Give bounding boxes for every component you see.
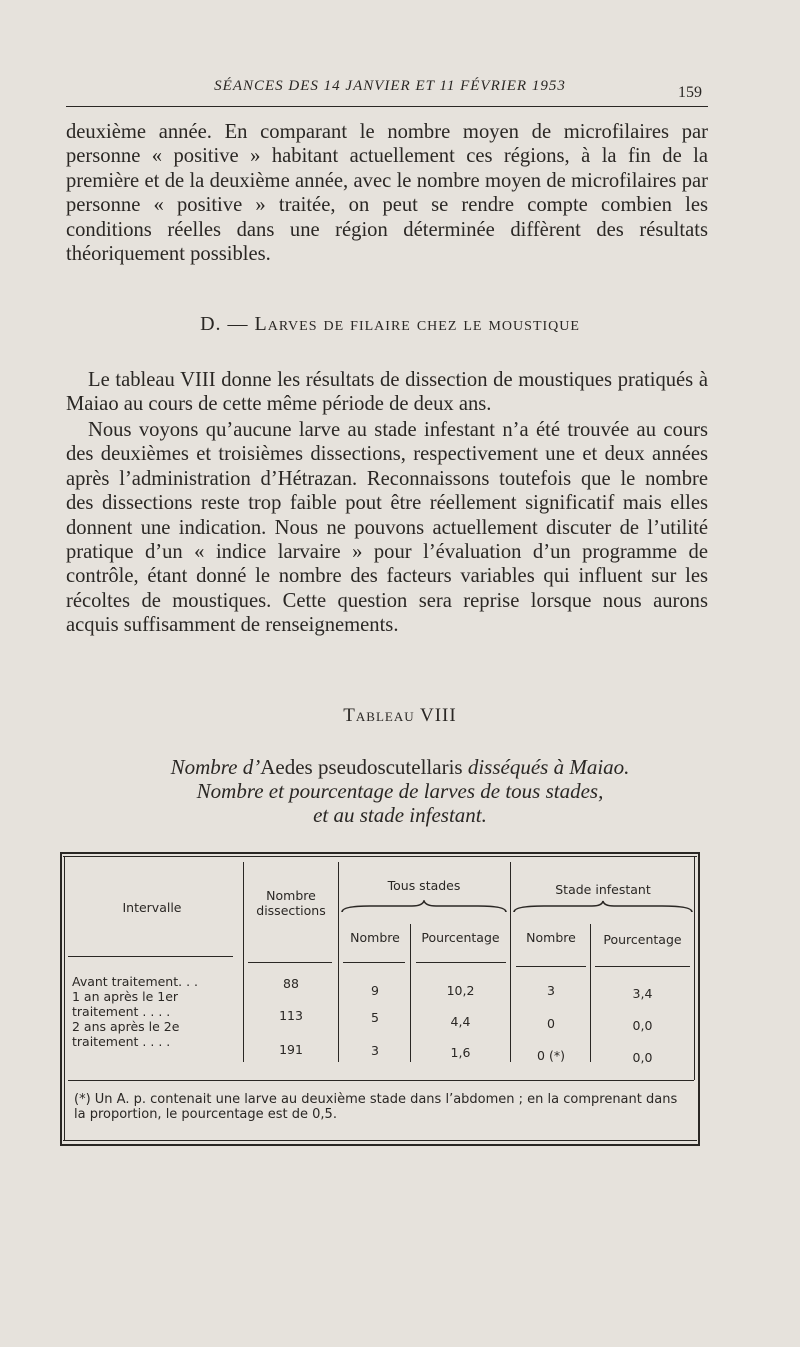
row-1-dissections: 88 <box>283 976 299 991</box>
header-all-stages: Tous stades <box>387 878 461 893</box>
caption-line-2: Nombre et pourcentage de larves de tous stades, <box>196 779 604 803</box>
caption-line-1 <box>60 755 740 779</box>
row-3-number-infective: 0 (*) <box>537 1048 565 1063</box>
header-underline-3 <box>343 962 405 963</box>
table-bottom-rule-inner <box>63 1140 697 1141</box>
paragraph-intro: deuxième année. En comparant le nombre moyen de microfilaires par personne « positive » habitant actuellement ces régions, à la fin de la première et de la deuxième année, avec le nombre moyen de microfilaires par personne « positive » traitée, on peut se rendre compte combien les conditions réelles dans une région déterminée diffèrent des résultats théoriquement possibles. <box>66 121 708 266</box>
col-sep-3 <box>510 862 511 1062</box>
section-heading <box>60 313 720 336</box>
table-top-rule <box>60 852 700 854</box>
header-interval: Intervalle <box>122 900 182 915</box>
row-2-dissections: 113 <box>279 1008 303 1023</box>
col-sep-2 <box>338 862 339 1062</box>
header-number-all: Nombre <box>350 930 400 945</box>
paragraph-table-intro: Le tableau VIII donne les résultats de dissection de moustiques pratiqués à Maiao au cours de cette même période de deux ans. <box>66 369 708 416</box>
section-letter: D. — <box>200 313 249 335</box>
table-left-rule-inner <box>64 856 65 1141</box>
row-2-percentage-all: 4,4 <box>450 1014 471 1029</box>
caption-part-a: Nombre d’ <box>170 755 261 779</box>
row-2-interval: 1 an après le 1er traitement . . . . <box>72 989 179 1019</box>
brace-all-stages <box>340 900 508 916</box>
row-1-number-infective: 3 <box>547 983 555 998</box>
table-left-rule <box>60 852 62 1146</box>
header-underline-6 <box>595 966 690 967</box>
header-percentage-infective: Pourcentage <box>603 932 682 947</box>
row-3-percentage-infective: 0,0 <box>632 1050 653 1065</box>
header-number-infective: Nombre <box>526 930 576 945</box>
row-1-percentage-all: 10,2 <box>446 983 475 998</box>
header-underline-2 <box>248 962 332 963</box>
paragraph-discussion: Nous voyons qu’aucune larve au stade infestant n’a été trouvée au cours des deuxièmes et troisièmes dissections, respectivement une et deux années après l’administration d’Hétrazan. Reconnaissons toutefois que le nombre des dissections reste trop faible pout être réellement significatif mais elles donnent une indication. Nous ne pouvons actuellement discuter de l’utilité pratique d’un « indice larvaire » pour l’évaluation d’un programme de contrôle, étant donné le nombre des facteurs variables qui influent sur les récoltes de moustiques. Cette question sera reprise lorsque nous aurons acquis suffisamment de renseignements. <box>66 419 708 637</box>
header-percentage-all: Pourcentage <box>421 930 500 945</box>
header-infective: Stade infestant <box>555 882 651 897</box>
table-right-rule-inner <box>694 856 695 1080</box>
header-underline-1 <box>68 956 233 957</box>
table-footnote: (*) Un A. p. contenait une larve au deuxième stade dans l’abdomen ; en la comprenant dans la proportion, le pourcentage est de 0,5. <box>74 1092 678 1122</box>
caption-species: Aedes pseudoscutellaris <box>260 755 463 779</box>
row-1-percentage-infective: 3,4 <box>632 986 653 1001</box>
row-1-number-all: 9 <box>371 983 379 998</box>
row-2-number-infective: 0 <box>547 1016 555 1031</box>
brace-infective <box>512 900 694 916</box>
running-head: SÉANCES DES 14 JANVIER ET 11 FÉVRIER 1953 <box>214 78 566 94</box>
col-sep-1 <box>243 862 244 1062</box>
header-dissections: Nombre dissections <box>256 888 326 918</box>
footnote-rule <box>68 1080 694 1081</box>
row-3-dissections: 191 <box>279 1042 303 1057</box>
table-right-rule <box>698 852 700 1146</box>
row-3-interval: 2 ans après le 2e traitement . . . . <box>72 1019 180 1049</box>
caption-part-c: disséqués à Maiao. <box>462 755 630 779</box>
row-2-number-all: 5 <box>371 1010 379 1025</box>
table-caption <box>60 755 740 827</box>
table-title: Tableau VIII <box>343 705 457 726</box>
data-table <box>60 852 700 1152</box>
header-underline-4 <box>416 962 506 963</box>
header-rule <box>66 106 708 107</box>
section-title: Larves de filaire chez le moustique <box>254 313 580 335</box>
row-3-number-all: 3 <box>371 1043 379 1058</box>
page-number: 159 <box>678 84 702 101</box>
table-top-rule-inner <box>63 856 697 857</box>
table-bottom-rule <box>60 1144 700 1146</box>
row-1-interval: Avant traitement. . . <box>72 974 198 989</box>
row-3-percentage-all: 1,6 <box>450 1045 471 1060</box>
caption-line-3: et au stade infestant. <box>313 803 487 827</box>
header-underline-5 <box>516 966 586 967</box>
row-2-percentage-infective: 0,0 <box>632 1018 653 1033</box>
